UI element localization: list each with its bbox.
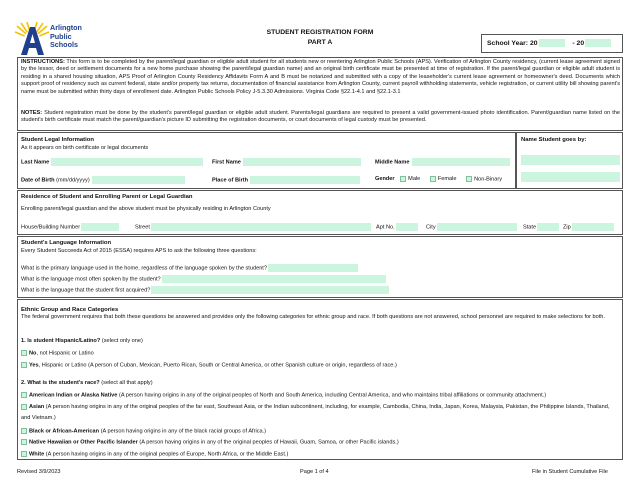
language-q3-label: What is the language that the student first acquired? <box>21 287 151 294</box>
hispanic-no-text: , not Hispanic or Latino <box>36 350 94 357</box>
school-year-end-input[interactable] <box>585 39 611 47</box>
logo-line-3: Schools <box>50 40 78 49</box>
first-name-input[interactable] <box>243 158 361 166</box>
first-name-label: First Name <box>212 159 241 166</box>
gender-label: Gender <box>375 176 395 183</box>
state-input[interactable] <box>537 223 559 231</box>
notes-label: NOTES: <box>21 110 43 116</box>
hispanic-yes-label: Yes <box>29 362 39 369</box>
house-number-input[interactable] <box>81 223 119 231</box>
language-title: Student's Language Information <box>21 240 112 246</box>
goes-by-label: Name Student goes by: <box>521 137 587 143</box>
race-black-text: (A person having origins in any of the black racial groups of Africa.) <box>99 428 267 435</box>
hispanic-yes-checkbox[interactable] <box>21 362 27 368</box>
race-pacific-islander-label: Native Hawaiian or Other Pacific Islander <box>29 439 138 446</box>
race-white-text: (A person having origins in any of the original peoples of Europe, North Africa, or the Middle East.) <box>44 451 289 458</box>
dob-label: Date of Birth <box>21 177 55 184</box>
logo-line-1: Arlington <box>50 23 82 32</box>
apt-label: Apt No. <box>376 224 395 231</box>
race-asian-text: (A person having origins in any of the original peoples of the far east, Southeast Asia, or the Indian subcontinent, including, for example, Cambodia, China, India, Japan, Korea, Malaysia, Pakistan, the Philippine Islands, Thailand, and Vietnam.) <box>21 404 610 421</box>
race-white-checkbox[interactable] <box>21 451 27 457</box>
goes-by-input-2[interactable] <box>521 172 620 182</box>
school-year-start-input[interactable] <box>539 39 565 47</box>
residence-subtitle: Enrolling parent/legal guardian and the above student must be physically residing in Arlington County <box>21 206 271 212</box>
middle-name-label: Middle Name <box>375 159 410 166</box>
race-asian-checkbox[interactable] <box>21 404 27 410</box>
aps-logo-mark <box>15 22 49 56</box>
city-input[interactable] <box>437 223 517 231</box>
zip-label: Zip <box>563 224 571 231</box>
form-part: PART A <box>307 39 333 46</box>
logo-line-2: Public <box>50 31 72 41</box>
instructions-box <box>17 57 623 131</box>
place-of-birth-label: Place of Birth <box>212 177 249 184</box>
language-q2-input[interactable] <box>162 275 386 283</box>
instructions-label: INSTRUCTIONS: <box>21 59 65 65</box>
gender-nonbinary-checkbox[interactable] <box>466 176 472 182</box>
hispanic-no-label: No <box>29 350 37 357</box>
gender-male-checkbox[interactable] <box>400 176 406 182</box>
goes-by-section <box>516 132 623 189</box>
form-title: STUDENT REGISTRATION FORM <box>266 29 374 36</box>
middle-name-input[interactable] <box>412 158 510 166</box>
race-pacific-islander-text: (A person having origins in any of the original peoples of Hawaii, Guam, Samoa, or other Pacific islands.) <box>137 439 399 446</box>
footer-file-note: File in Student Cumulative File <box>532 469 608 475</box>
legal-info-subtitle: As it appears on birth certificate or legal documents <box>21 145 149 151</box>
race-asian-label: Asian <box>29 404 45 410</box>
last-name-input[interactable] <box>51 158 203 166</box>
race-american-indian-checkbox[interactable] <box>21 392 27 398</box>
hispanic-question: 1. Is student Hispanic/Latino? <box>21 338 101 344</box>
gender-female-label: Female <box>437 176 457 183</box>
school-year-box <box>481 34 623 53</box>
hispanic-question-note: (select only one) <box>101 338 143 344</box>
dob-format: (mm/dd/yyyy) <box>56 177 90 184</box>
aps-logo <box>15 22 87 56</box>
language-q3-input[interactable] <box>151 286 389 294</box>
dob-input[interactable] <box>92 176 185 184</box>
school-year-sep: - 20 <box>572 39 585 47</box>
language-section <box>17 236 623 298</box>
legal-info-title: Student Legal Information <box>21 137 94 143</box>
notes-text: Student registration must be done by the student's parent/legal guardian or eligible adult student. Parents/legal guardians are required to present a valid government-issued photo identification. Parent/guardian name listed on the student's birth certificate must match the parent/guardian's picture ID submitting the registration documents, or court documents of legal custody must be presented. <box>21 110 620 124</box>
race-question-note: (select all that apply) <box>101 380 153 386</box>
gender-nonbinary-label: Non-Binary <box>474 176 503 183</box>
footer-page: Page 1 of 4 <box>300 469 329 475</box>
race-pacific-islander-checkbox[interactable] <box>21 439 27 445</box>
street-label: Street <box>135 224 150 231</box>
language-subtitle: Every Student Succeeds Act of 2015 (ESSA) requires APS to ask the following three questions: <box>21 248 257 254</box>
legal-info-section <box>17 132 516 189</box>
zip-input[interactable] <box>572 223 614 231</box>
race-black-label: Black or African-American <box>29 428 100 435</box>
race-white-label: White <box>29 451 45 458</box>
instructions-text: This form is to be completed by the parent/legal guardian or eligible adult student for all students new or reentering Arlington Public Schools (APS). Verification of Arlington County residency, (current lease agreement signed by the lessor, deed or settlement documents for a new home purchase showing the parent/legal guardian name) and an original birth certificate must be presented at time of registration. If the parent/legal guardian or eligible adult student is residing in a shared housing situation, APS Proof of Arlington County Residency Affidavits Form A and B must be notarized and submitted with a copy of the leaseholder's current lease agreement or homeowner's deed. Documents which support proof of residency such as current federal, state and/or property tax returns, documentation of financial assistance from Arlington County, current payroll withholding statements, vehicle registration, or current utility bill showing parent's name must be submitted within thirty days of enrollment date. Arlington Public Schools Policy J-5.3.30 Admissions. Virginia Code §22.1-4.1 and §22.1-3.1 <box>21 59 620 95</box>
hispanic-no-checkbox[interactable] <box>21 350 27 356</box>
hispanic-yes-text: , Hispanic or Latino (A person of Cuban, Mexican, Puerto Rican, South or Central America, or other Spanish culture or origin, regardless of race.) <box>38 362 397 369</box>
school-year-label: School Year: 20 <box>487 39 538 47</box>
ethnic-title: Ethnic Group and Race Categories <box>21 307 119 313</box>
language-q1-label: What is the primary language used in the home, regardless of the language spoken by the student? <box>21 265 267 272</box>
race-american-indian-label: American Indian or Alaska Native <box>29 392 118 399</box>
residence-title: Residence of Student and Enrolling Parent or Legal Guardian <box>21 194 193 200</box>
race-american-indian-text: (A person having origins in any of the original peoples of North and South America, including Central America, and who maintains tribal affiliations or community attachment.) <box>117 392 547 399</box>
street-input[interactable] <box>151 223 371 231</box>
ethnic-section <box>17 299 623 460</box>
ethnic-intro: The federal government requires that both these questions be answered and provides only the following categories for ethnic group and race. If both questions are not answered, school personnel are required to make selections for both. <box>21 314 605 320</box>
city-label: City <box>426 224 436 231</box>
race-black-checkbox[interactable] <box>21 428 27 434</box>
language-q2-label: What is the language most often spoken by the student? <box>21 276 161 283</box>
house-number-label: House/Building Number <box>21 224 81 231</box>
apt-input[interactable] <box>396 223 418 231</box>
last-name-label: Last Name <box>21 159 50 166</box>
language-q1-input[interactable] <box>268 264 358 272</box>
gender-male-label: Male <box>408 176 421 183</box>
goes-by-input-1[interactable] <box>521 155 620 165</box>
footer-revised: Revised 3/9/2023 <box>17 469 61 475</box>
gender-female-checkbox[interactable] <box>430 176 436 182</box>
place-of-birth-input[interactable] <box>250 176 360 184</box>
race-question: 2. What is the student's race? <box>21 380 100 386</box>
state-label: State <box>523 224 537 231</box>
residence-section <box>17 190 623 235</box>
